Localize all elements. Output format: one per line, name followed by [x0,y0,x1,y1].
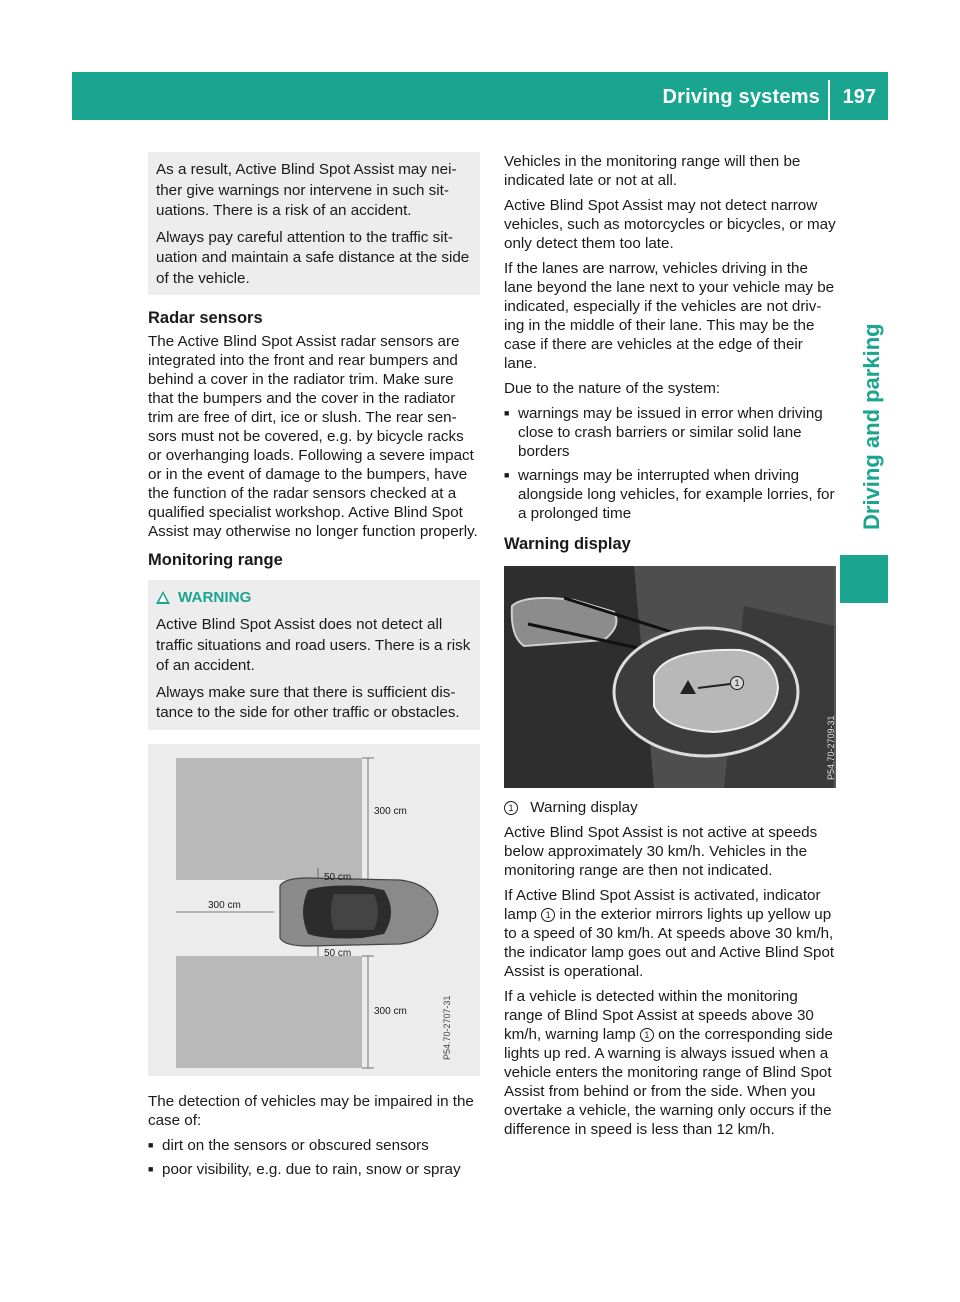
mirror-photo-graphic [504,566,834,788]
photo-callout: 1 [730,676,744,690]
list-item: ■ warnings may be issued in error when driving close to crash barriers or similar solid lane borders [504,404,836,461]
monitoring-range-diagram [148,744,480,1076]
diagram-ref-code: P54.70-2707-31 [442,994,452,1060]
impair-paragraph: The detection of vehicles may be impaired in the case of: [148,1092,474,1129]
legend-number: 1 [504,801,518,815]
warning-triangle-icon [156,591,170,604]
warning-paragraph: Always make sure that there is sufficient distance to the side for other traffic or obstacles. [156,683,460,721]
zone-bottom [176,956,362,1068]
diagram-label-50-bottom: 50 cm [324,947,352,959]
radar-paragraph: The Active Blind Spot Assist radar sensors are integrated into the front and rear bumpers and behind a cover in the radiator trim. Make sure that the bumpers and the cover in the radiator trim are free of dirt, ice or slush. The rear sensors must not be covered, e.g. by bicycle racks or overhanging loads. Following a severe impact or in the event of damage to the bumpers, have the function of the radar sensors checked at a qualified specialist workshop. Active Blind Spot Assist may otherwise no longer function properly. [148,333,478,540]
warning-box [148,580,480,730]
list-item: ■ poor visibility, e.g. due to rain, snow or spray [148,1160,480,1179]
diagram-label-300-bottom: 300 cm [374,1005,407,1017]
body-paragraph: Active Blind Spot Assist may not detect narrow vehicles, such as motorcycles or bicycles, or may only detect them too late. [504,197,836,252]
impair-list [148,1136,480,1179]
legend [504,798,836,817]
chapter-marker [840,555,888,603]
list-item: ■ warnings may be interrupted when driving alongside long vehicles, for example lorries, for a prolonged time [504,466,836,523]
chapter-tab [840,150,888,540]
zone-top [176,758,362,880]
diagram-label-50-top: 50 cm [324,871,352,883]
body-paragraph: Vehicles in the monitoring range will then be indicated late or not at all. [504,153,801,189]
chapter-tab-label: Driving and parking [859,323,884,530]
radar-heading: Radar sensors [148,309,263,327]
body-paragraph: Active Blind Spot Assist is not active at speeds below approximately 30 km/h. Vehicles in the monitoring range are then not indicated. [504,824,818,879]
note-box [148,152,480,295]
system-list [504,404,836,523]
body-paragraph [504,886,836,981]
diagram-label-300-top: 300 cm [374,805,407,817]
inline-callout: 1 [541,908,555,922]
text-fragment: on the corresponding side lights up red. A warning is always issued when a vehicle enters the monitoring range of Blind Spot Assist from behind or from the side. When you overtake a vehicle, the warning only occurs if the difference in speed is less than 12 km/h. [504,1026,833,1138]
body-paragraph [504,987,836,1139]
warning-paragraph: Active Blind Spot Assist does not detect all traffic situations and road users. There is a risk of an accident. [156,616,471,674]
diagram-label-300-side: 300 cm [208,899,241,911]
diagram-graphic [148,744,480,1076]
warning-header [156,588,472,607]
warning-title: WARNING [178,589,252,606]
right-column [504,152,836,1145]
page-number: 197 [842,86,876,108]
inline-callout: 1 [640,1028,654,1042]
left-column [148,152,480,1185]
warning-display-heading: Warning display [504,535,631,553]
note-paragraph: Always pay careful attention to the traffic situation and maintain a safe distance at the side of the vehicle. [156,228,470,287]
page-header [72,72,888,120]
section-title: Driving systems [662,86,820,108]
list-item: ■ dirt on the sensors or obscured sensors [148,1136,480,1155]
body-paragraph: If the lanes are narrow, vehicles driving in the lane beyond the lane next to your vehicle may be indicated, especially if the vehicles are not driving in the middle of their lane. This may be the case if there are vehicles at the edge of their lane. [504,260,835,372]
body-paragraph: Due to the nature of the system: [504,380,721,397]
text-fragment: If Active Blind Spot Assist is activated, indicator lamp [504,887,821,923]
monitoring-heading: Monitoring range [148,551,283,569]
note-paragraph: As a result, Active Blind Spot Assist may neither give warnings nor intervene in such situations. There is a risk of an accident. [156,161,457,219]
car-top-view [280,878,438,946]
text-fragment: in the exterior mirrors lights up yellow up to a speed of 30 km/h. At speeds above 30 km/h, the indicator lamp goes out and Active Blind Spot Assist is operational. [504,906,835,980]
mirror-photo [504,566,836,788]
legend-text: Warning display [530,799,638,816]
text-fragment: If a vehicle is detected within the monitoring range of Blind Spot Assist at speeds above 30 km/h, warning lamp [504,988,814,1043]
header-divider [828,80,830,120]
photo-ref-code: P54.70-2709-31 [826,715,836,780]
